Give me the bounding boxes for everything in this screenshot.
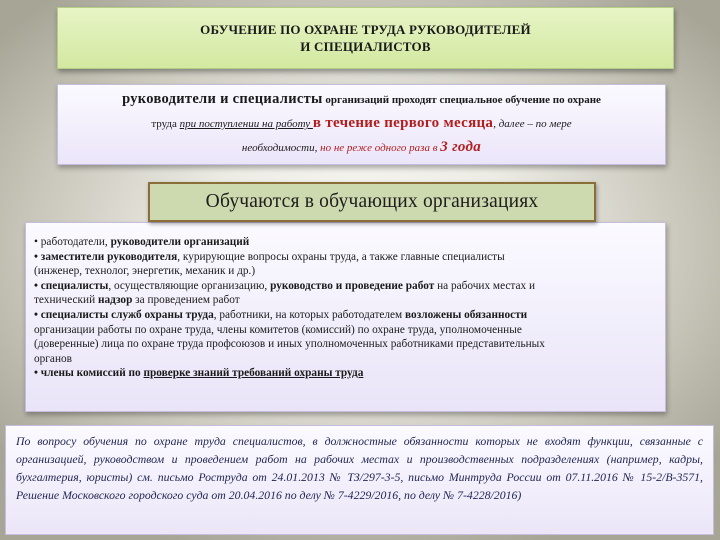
item-bold: проверке знаний требований охраны труда: [143, 367, 364, 380]
list-item: [34, 366, 659, 381]
intro-subject: руководители и специалисты: [122, 91, 323, 107]
footnote-box: [5, 425, 714, 535]
item-text: организации работы по охране труда, члены комитетов (комиссий) по охране труда, уполномоченные: [34, 323, 522, 336]
slide-title: [57, 7, 674, 69]
item-bold: руководство и проведение работ: [270, 279, 435, 292]
item-bold: • специалисты: [34, 279, 109, 292]
item-text: на рабочих местах и: [434, 279, 535, 292]
item-bold: • заместители руководителя: [34, 250, 178, 263]
item-text: (доверенные) лица по охране труда профсоюзов и иных уполномоченных работниками представительных: [34, 338, 545, 351]
item-bold: • специалисты служб охраны труда: [34, 308, 214, 321]
footnote-text: По вопросу обучения по охране труда специалистов, в должностные обязанности которых не входят функции, связанные с организацией, руководством и проведением работ на рабочих местах и производственных подразделениях (например, кадры, бухгалтерия, юристы) см. письмо Роструда от 24.01.2013 № ТЗ/297-3-5, письмо Минтруда России от 07.11.2016 № 15-2/В-3571, Решение Московского городского суда от 20.04.2016 по делу № 7-4229/2016, по делу № 7-4228/2016): [16, 434, 703, 502]
list-item: [34, 250, 659, 265]
intro-period: 3 года: [440, 139, 482, 155]
item-text: , работники, на которых работодателем: [213, 308, 406, 321]
list-item-cont: [34, 264, 659, 279]
training-banner: Обучаются в обучающих организациях: [148, 182, 596, 222]
item-text: органов: [34, 352, 72, 365]
item-text: за проведением работ: [132, 294, 240, 307]
item-text: , осуществляющие организацию,: [108, 279, 271, 292]
list-item: [34, 308, 659, 323]
list-item: [34, 235, 659, 250]
list-item-cont: [34, 293, 659, 308]
title-line-2: И СПЕЦИАЛИСТОВ: [300, 39, 431, 54]
trainees-list: [25, 222, 666, 412]
item-text: (инженер, технолог, энергетик, механик и др.): [34, 265, 256, 278]
item-text: , курирующие вопросы охраны труда, а также главные специалисты: [177, 250, 505, 263]
intro-text-2: труда: [151, 118, 180, 130]
title-line-1: ОБУЧЕНИЕ ПО ОХРАНЕ ТРУДА РУКОВОДИТЕЛЕЙ: [200, 22, 531, 37]
intro-box: [57, 84, 666, 165]
list-item-cont: [34, 337, 659, 352]
list-item-cont: [34, 352, 659, 367]
intro-text-1: организаций проходят специальное обучение по охране: [322, 94, 601, 106]
intro-deadline: в течение первого месяца: [312, 115, 494, 131]
item-bold: руководители организаций: [110, 236, 250, 248]
item-bold: возложены обязанности: [405, 308, 528, 321]
intro-when: при поступлении на работу: [179, 118, 313, 130]
intro-text-3: , далее – по мере: [493, 118, 572, 130]
intro-periodicity: но не реже одного раза в: [320, 142, 441, 154]
item-bold: надзор: [97, 294, 133, 307]
intro-text-4: необходимости,: [241, 142, 321, 154]
item-text: технический: [34, 294, 98, 307]
item-text: • работодатели,: [34, 236, 111, 248]
list-item: [34, 279, 659, 294]
list-item-cont: [34, 323, 659, 338]
item-bold: • члены комиссий по: [34, 367, 144, 380]
